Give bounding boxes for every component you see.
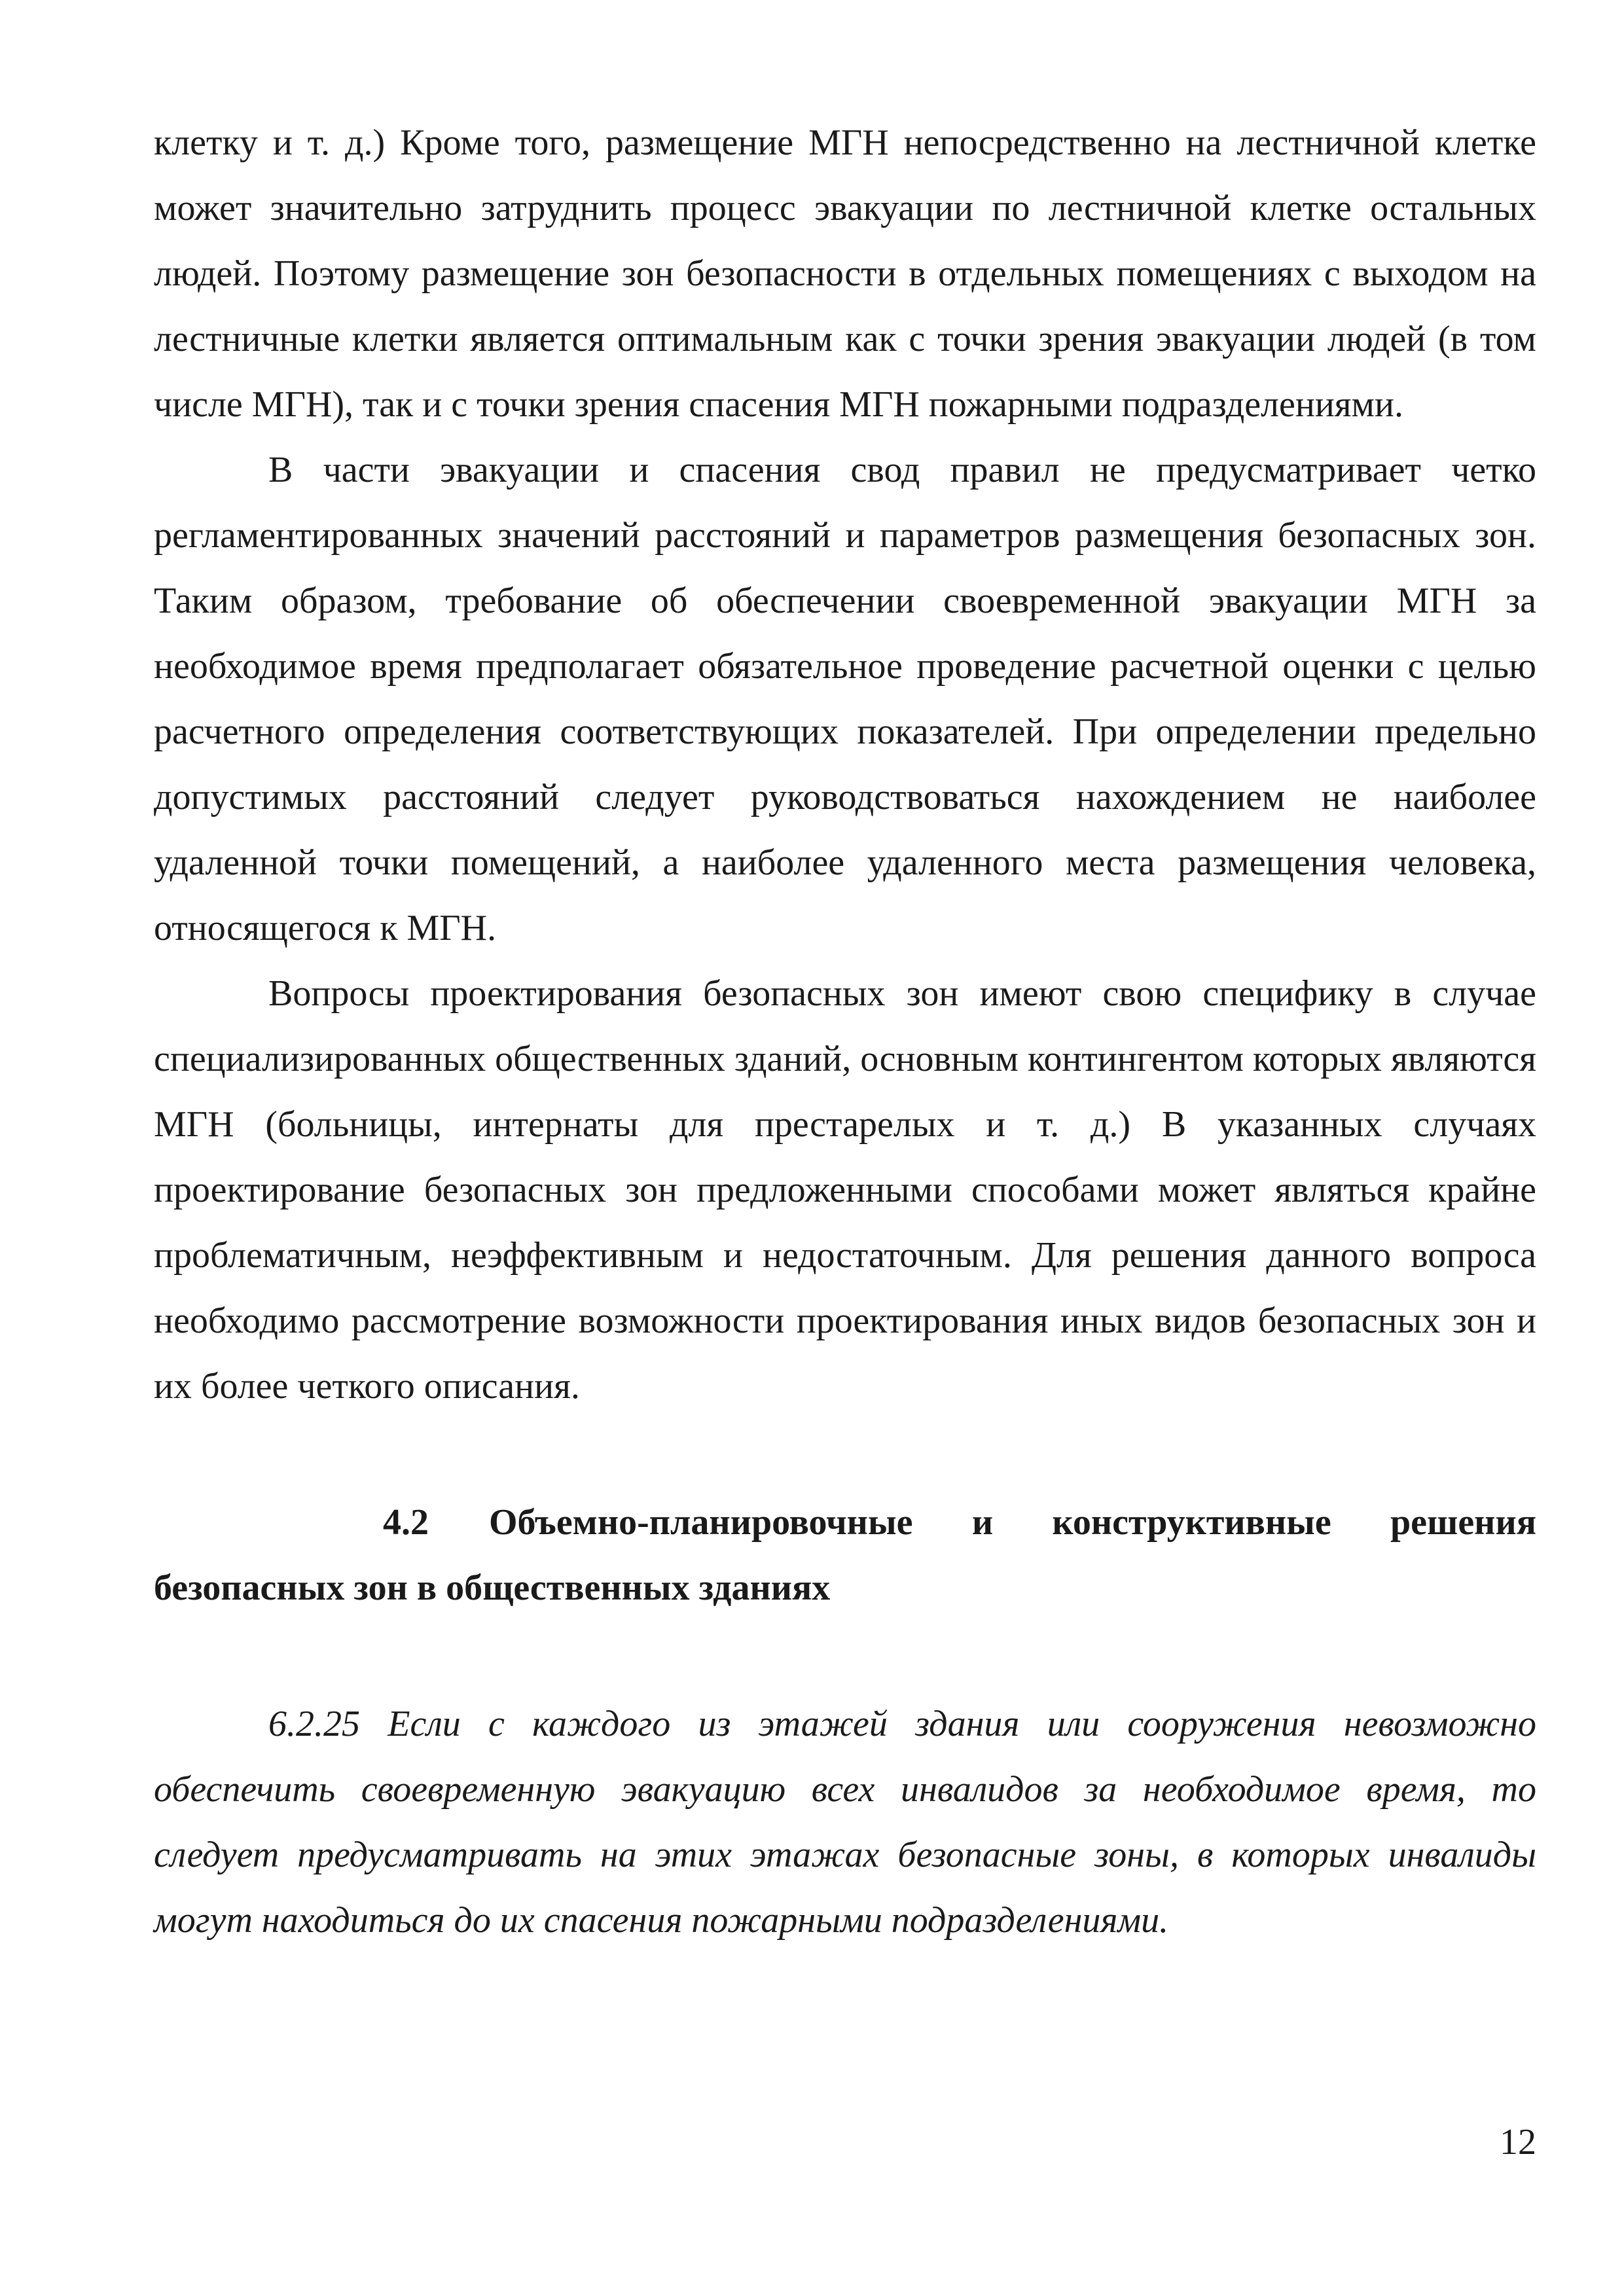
body-paragraph-1: клетку и т. д.) Кроме того, размещение МГН непосредственно на лестничной клетке может значительно затруднить процесс эвакуации по лестничной клетке остальных людей. Поэтому размещение зон безопасности в отдельных помещениях с выходом на лестничные клетки является оптимальным как с точки зрения эвакуации людей (в том числе МГН), так и с точки зрения спасения МГН пожарными подразделениями. xyxy=(154,122,1536,425)
section-title: Объемно-планировочные и конструктивные решения безопасных зон в общественных зданиях xyxy=(154,1502,1536,1608)
page-number: 12 xyxy=(1500,2122,1536,2162)
section-heading xyxy=(154,1490,1536,1621)
body-paragraph-2: В части эвакуации и спасения свод правил не предусматривает четко регламентированных значений расстояний и параметров размещения безопасных зон. Таким образом, требование об обеспечении своевременной эвакуации МГН за необходимое время предполагает обязательное проведение расчетной оценки с целью расчетного определения соответствующих показателей. При определении предельно допустимых расстояний следует руководствоваться нахождением не наиболее удаленной точки помещений, а наиболее удаленного места размещения человека, относящегося к МГН. xyxy=(154,450,1536,948)
regulation-quote: 6.2.25 Если с каждого из этажей здания или сооружения невозможно обеспечить своевременную эвакуацию всех инвалидов за необходимое время, то следует предусматривать на этих этажах безопасные зоны, в которых инвалиды могут находиться до их спасения пожарными подразделениями. xyxy=(154,1704,1536,1941)
body-paragraph-3: Вопросы проектирования безопасных зон имеют свою специфику в случае специализированных общественных зданий, основным контингентом которых являются МГН (больницы, интернаты для престарелых и т. д.) В указанных случаях проектирование безопасных зон предложенными способами может являться крайне проблематичным, неэффективным и недостаточным. Для решения данного вопроса необходимо рассмотрение возможности проектирования иных видов безопасных зон и их более четкого описания. xyxy=(154,973,1536,1407)
document-page xyxy=(154,110,1536,1953)
section-number: 4.2 xyxy=(383,1502,429,1543)
